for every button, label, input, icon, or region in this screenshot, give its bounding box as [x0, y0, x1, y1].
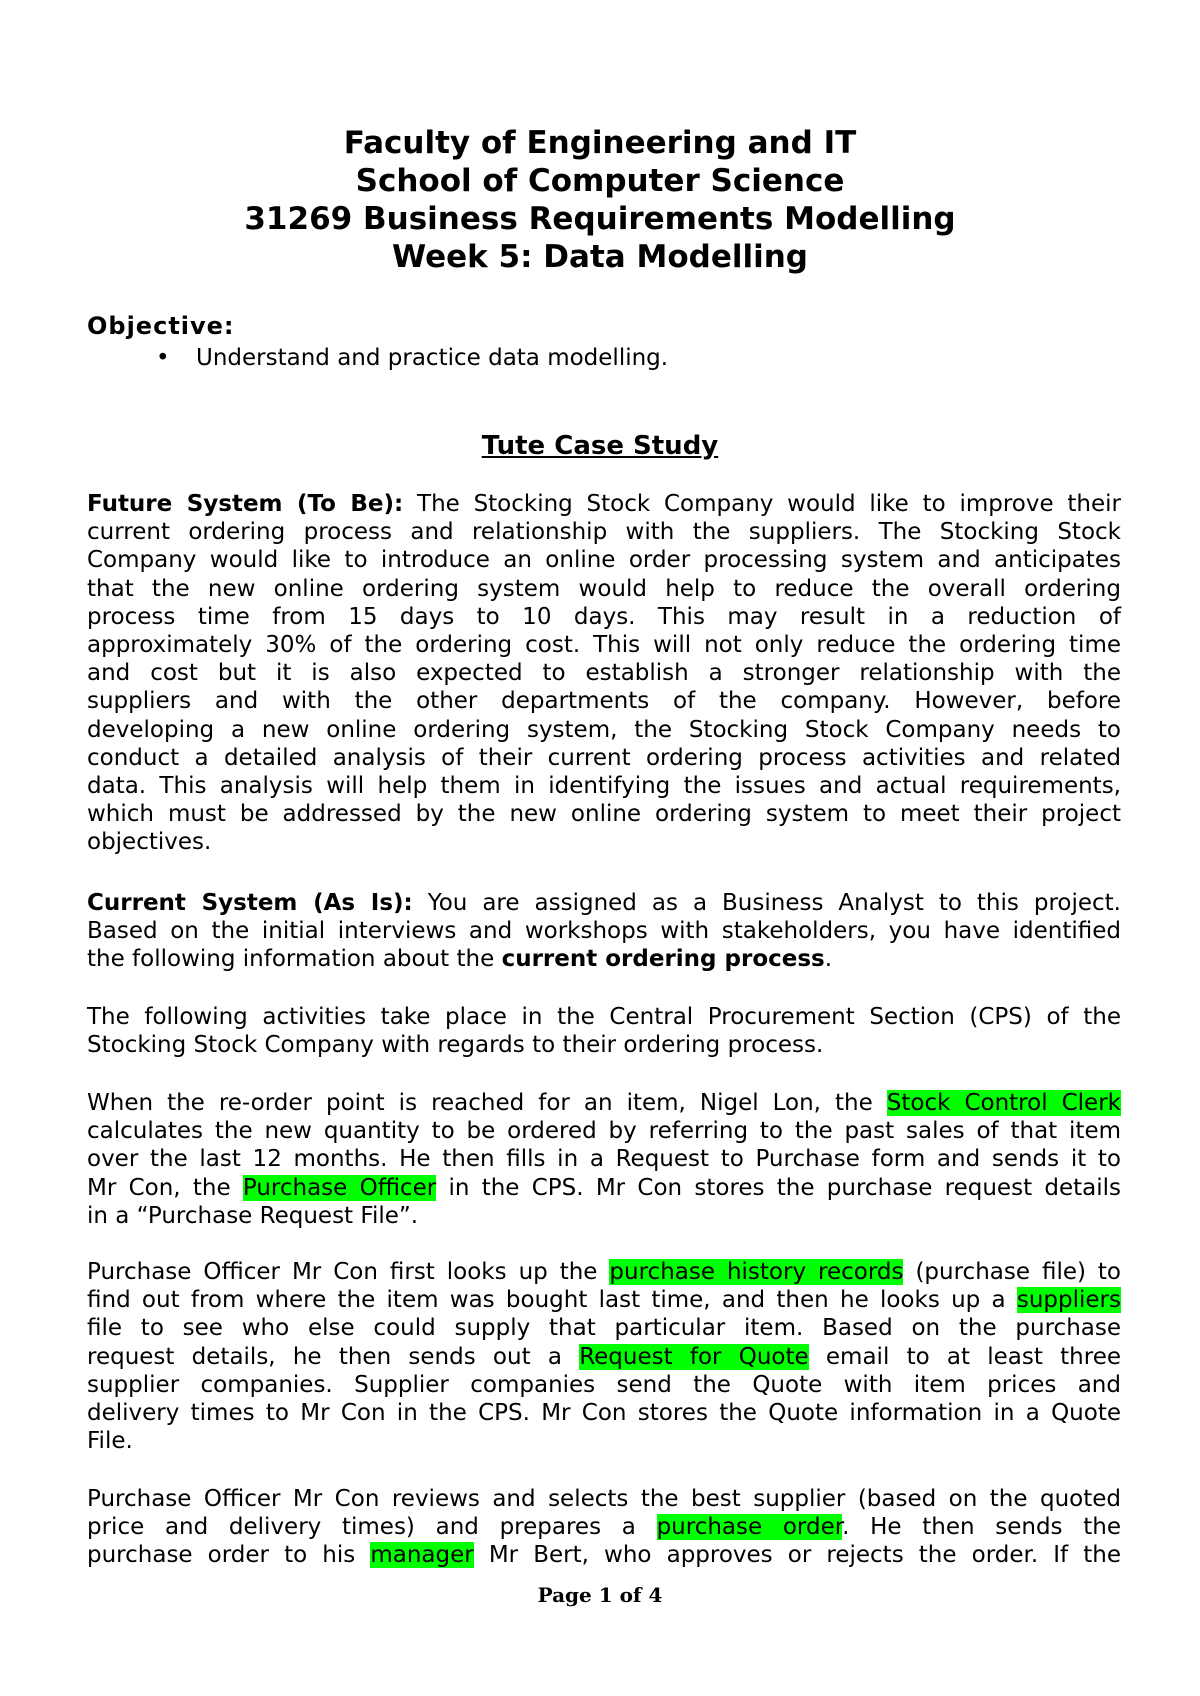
- text-line: .: [824, 946, 833, 973]
- text-line: the following information about the: [87, 946, 502, 973]
- header-week: Week 5: Data Modelling: [392, 239, 808, 275]
- text-line: email to at least three: [808, 1343, 1121, 1370]
- text-line: The following activities take place in the Central Procurement Section (CPS) of the: [87, 1004, 1121, 1030]
- header-school: School of Computer Science: [355, 163, 845, 199]
- highlight-purchase-order: purchase order: [656, 1514, 843, 1541]
- text-line: File.: [87, 1428, 133, 1455]
- text-line: Mr Con, the: [87, 1174, 243, 1201]
- objective-text: Understand and practice data modelling.: [196, 345, 669, 371]
- text-line: Company would like to introduce an online order processing system and anticipates: [87, 547, 1121, 574]
- current-system-label: Current System (As Is):: [87, 890, 413, 916]
- text-line: supplier companies. Supplier companies send the Quote with item prices and: [87, 1371, 1121, 1398]
- paragraph-purchase-order: [87, 1485, 1121, 1570]
- text-line: conduct a detailed analysis of their current ordering process activities and related: [87, 744, 1121, 771]
- text-line: which must be addressed by the new online ordering system to meet their project: [87, 801, 1121, 828]
- highlight-purchase-history-records: purchase history records: [609, 1259, 904, 1285]
- paragraph-current-system: [87, 889, 1121, 974]
- highlight-stock-control-clerk: Stock Control Clerk: [886, 1090, 1121, 1116]
- text-line: price and delivery times) and prepares a: [87, 1514, 657, 1541]
- section-title: Tute Case Study: [481, 431, 719, 461]
- text-line: approximately 30% of the ordering cost. This will not only reduce the ordering time: [87, 632, 1121, 659]
- text-line: process time from 15 days to 10 days. This may result in a reduction of: [87, 603, 1121, 630]
- text-line: Based on the initial interviews and workshops with stakeholders, you have identified: [87, 918, 1121, 945]
- text-line: Purchase Officer Mr Con first looks up the: [87, 1259, 610, 1285]
- objective-heading: Objective:: [87, 312, 235, 340]
- text-line: current ordering process and relationship with the suppliers. The Stocking Stock: [87, 519, 1121, 546]
- page-number: Page 1 of 4: [537, 1583, 663, 1607]
- text-line: (purchase file) to: [903, 1259, 1121, 1285]
- bullet-icon: •: [156, 345, 170, 371]
- paragraph-quote: [87, 1258, 1121, 1455]
- paragraph-reorder: [87, 1089, 1121, 1230]
- text-line: request details, he then sends out a: [87, 1343, 580, 1370]
- objective-bullet-item: [156, 343, 668, 373]
- text-line: Purchase Officer Mr Con reviews and selects the best supplier (based on the quoted: [87, 1486, 1121, 1512]
- highlight-suppliers: suppliers: [1016, 1287, 1121, 1314]
- text-line: that the new online ordering system would help to reduce the overall ordering: [87, 575, 1121, 602]
- text-line: over the last 12 months. He then fills in a Request to Purchase form and sends it to: [87, 1146, 1121, 1173]
- text-line: The Stocking Stock Company would like to improve their: [403, 491, 1121, 517]
- highlight-manager: manager: [370, 1542, 474, 1569]
- text-line: Stocking Stock Company with regards to their ordering process.: [87, 1032, 824, 1059]
- highlight-purchase-officer: Purchase Officer: [242, 1174, 437, 1201]
- text-line: You are assigned as a Business Analyst to this project.: [412, 890, 1121, 916]
- paragraph-future-system: [87, 490, 1121, 857]
- text-line: delivery times to Mr Con in the CPS. Mr Con stores the Quote information in a Quote: [87, 1400, 1121, 1427]
- future-system-label: Future System (To Be):: [87, 491, 404, 517]
- text-line: and cost but it is also expected to establish a stronger relationship with the: [87, 660, 1121, 687]
- text-line: . He then sends the: [842, 1514, 1121, 1541]
- text-line: objectives.: [87, 829, 212, 856]
- text-line: Mr Bert, who approves or rejects the order. If the: [473, 1542, 1121, 1569]
- current-ordering-process-emphasis: current ordering process: [501, 946, 825, 973]
- header-faculty: Faculty of Engineering and IT: [343, 125, 857, 161]
- text-line: developing a new online ordering system, the Stocking Stock Company needs to: [87, 716, 1121, 743]
- text-line: data. This analysis will help them in identifying the issues and actual requirements,: [87, 773, 1121, 800]
- text-line: calculates the new quantity to be ordered by referring to the past sales of that item: [87, 1118, 1121, 1145]
- document-header: [0, 124, 1200, 276]
- text-line: find out from where the item was bought last time, and then he looks up a: [87, 1287, 1017, 1314]
- text-line: file to see who else could supply that particular item. Based on the purchase: [87, 1315, 1121, 1342]
- text-line: purchase order to his: [87, 1542, 371, 1569]
- highlight-request-for-quote: Request for Quote: [579, 1343, 809, 1370]
- text-line: in a “Purchase Request File”.: [87, 1202, 419, 1229]
- text-line: suppliers and with the other departments of the company. However, before: [87, 688, 1121, 715]
- paragraph-cps-intro: [87, 1003, 1121, 1059]
- header-course: 31269 Business Requirements Modelling: [244, 201, 956, 237]
- text-line: in the CPS. Mr Con stores the purchase request details: [436, 1174, 1121, 1201]
- text-line: When the re-order point is reached for an item, Nigel Lon, the: [87, 1090, 887, 1116]
